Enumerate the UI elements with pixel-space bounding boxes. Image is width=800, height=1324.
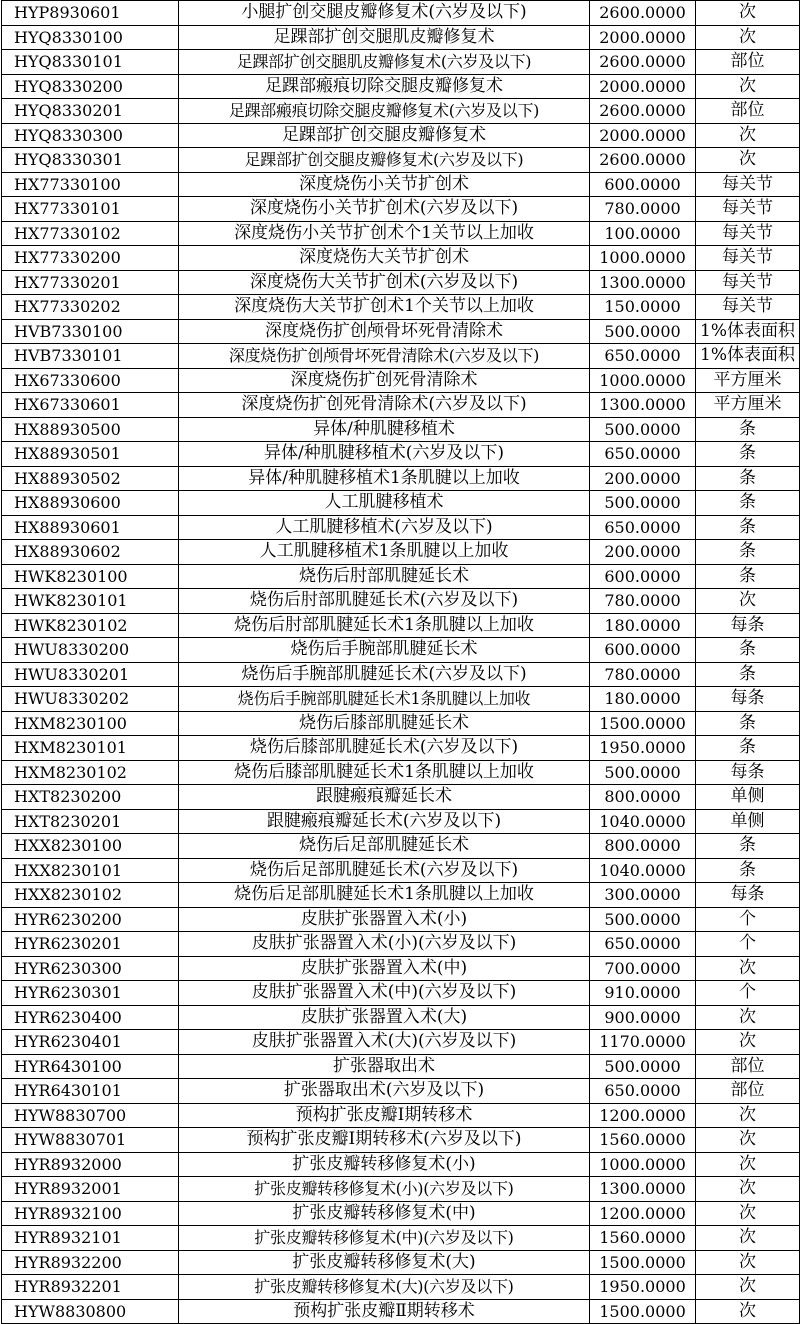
table-row (2, 1201, 800, 1226)
item-code-cell: HYW8830700 (2, 1103, 179, 1128)
item-name-cell: 深度烧伤大关节扩创术(六岁及以下) (179, 270, 590, 295)
item-unit-cell: 次 (696, 589, 800, 614)
item-code-cell: HYW8830800 (2, 1299, 179, 1324)
item-code-cell: HX77330201 (2, 270, 179, 295)
item-unit-cell: 条 (696, 466, 800, 491)
item-name-cell: 扩张皮瓣转移修复术(中)(六岁及以下) (179, 1226, 590, 1251)
item-code-cell: HWU8330200 (2, 638, 179, 663)
item-name-cell: 扩张皮瓣转移修复术(中) (179, 1201, 590, 1226)
item-code-cell: HYQ8330301 (2, 148, 179, 173)
item-price-cell: 2000.0000 (590, 74, 696, 99)
item-code-cell: HVB7330100 (2, 319, 179, 344)
item-unit-cell: 每关节 (696, 270, 800, 295)
table-row (2, 515, 800, 540)
item-price-cell: 1000.0000 (590, 1152, 696, 1177)
table-row (2, 564, 800, 589)
item-price-cell: 1300.0000 (590, 270, 696, 295)
item-price-cell: 910.0000 (590, 981, 696, 1006)
table-row (2, 172, 800, 197)
item-name-cell: 异体/种肌腱移植术 (179, 417, 590, 442)
table-row (2, 711, 800, 736)
item-price-cell: 2600.0000 (590, 99, 696, 124)
item-unit-cell: 部位 (696, 99, 800, 124)
table-row (2, 393, 800, 418)
table-row (2, 99, 800, 124)
item-name-cell: 深度烧伤大关节扩创术 (179, 246, 590, 271)
item-price-cell: 500.0000 (590, 1054, 696, 1079)
item-name-cell: 跟腱瘢痕瓣延长术(六岁及以下) (179, 809, 590, 834)
item-price-cell: 650.0000 (590, 344, 696, 369)
table-row (2, 1030, 800, 1055)
item-name-cell: 皮肤扩张器置入术(中)(六岁及以下) (179, 981, 590, 1006)
item-price-cell: 780.0000 (590, 662, 696, 687)
item-unit-cell: 单侧 (696, 785, 800, 810)
item-unit-cell: 条 (696, 858, 800, 883)
item-unit-cell: 每条 (696, 760, 800, 785)
item-unit-cell: 每关节 (696, 295, 800, 320)
item-code-cell: HYR8932101 (2, 1226, 179, 1251)
table-row (2, 368, 800, 393)
item-name-cell: 深度烧伤扩创死骨清除术 (179, 368, 590, 393)
item-code-cell: HX88930600 (2, 491, 179, 516)
item-price-cell: 900.0000 (590, 1005, 696, 1030)
item-name-cell: 烧伤后膝部肌腱延长术1条肌腱以上加收 (179, 760, 590, 785)
item-name-cell: 深度烧伤小关节扩创术(六岁及以下) (179, 197, 590, 222)
table-row (2, 638, 800, 663)
table-row (2, 1152, 800, 1177)
item-price-cell: 180.0000 (590, 687, 696, 712)
table-row (2, 736, 800, 761)
item-price-cell: 600.0000 (590, 172, 696, 197)
item-name-cell: 烧伤后足部肌腱延长术(六岁及以下) (179, 858, 590, 883)
table-row (2, 932, 800, 957)
item-name-cell: 扩张皮瓣转移修复术(大) (179, 1250, 590, 1275)
table-row (2, 662, 800, 687)
item-code-cell: HXM8230102 (2, 760, 179, 785)
item-price-cell: 600.0000 (590, 564, 696, 589)
item-unit-cell: 1%体表面积 (696, 344, 800, 369)
item-name-cell: 足踝部扩创交腿肌皮瓣修复术(六岁及以下) (179, 50, 590, 75)
item-price-cell: 650.0000 (590, 515, 696, 540)
table-row (2, 148, 800, 173)
item-code-cell: HWK8230100 (2, 564, 179, 589)
item-price-cell: 500.0000 (590, 417, 696, 442)
item-unit-cell: 每条 (696, 613, 800, 638)
item-code-cell: HX88930602 (2, 540, 179, 565)
item-price-cell: 500.0000 (590, 907, 696, 932)
item-unit-cell: 部位 (696, 50, 800, 75)
item-price-cell: 2600.0000 (590, 50, 696, 75)
fee-schedule-body (2, 1, 800, 1324)
item-name-cell: 人工肌腱移植术1条肌腱以上加收 (179, 540, 590, 565)
item-name-cell: 人工肌腱移植术 (179, 491, 590, 516)
item-unit-cell: 个 (696, 981, 800, 1006)
item-unit-cell: 每关节 (696, 246, 800, 271)
item-unit-cell: 条 (696, 736, 800, 761)
item-code-cell: HXX8230102 (2, 883, 179, 908)
item-unit-cell: 次 (696, 123, 800, 148)
item-name-cell: 烧伤后手腕部肌腱延长术(六岁及以下) (179, 662, 590, 687)
item-name-cell: 足踝部扩创交腿皮瓣修复术(六岁及以下) (179, 148, 590, 173)
item-unit-cell: 平方厘米 (696, 393, 800, 418)
item-name-cell: 扩张器取出术(六岁及以下) (179, 1079, 590, 1104)
table-row (2, 417, 800, 442)
item-name-cell: 烧伤后手腕部肌腱延长术 (179, 638, 590, 663)
item-name-cell: 足踝部瘢痕切除交腿皮瓣修复术 (179, 74, 590, 99)
item-price-cell: 780.0000 (590, 197, 696, 222)
item-code-cell: HYQ8330300 (2, 123, 179, 148)
table-row (2, 50, 800, 75)
item-name-cell: 足踝部瘢痕切除交腿皮瓣修复术(六岁及以下) (179, 99, 590, 124)
item-unit-cell: 条 (696, 417, 800, 442)
item-code-cell: HX88930501 (2, 442, 179, 467)
item-price-cell: 600.0000 (590, 638, 696, 663)
table-row (2, 344, 800, 369)
item-unit-cell: 条 (696, 515, 800, 540)
item-unit-cell: 条 (696, 834, 800, 859)
item-code-cell: HYR8932000 (2, 1152, 179, 1177)
item-unit-cell: 次 (696, 1030, 800, 1055)
item-price-cell: 180.0000 (590, 613, 696, 638)
item-price-cell: 1200.0000 (590, 1201, 696, 1226)
item-name-cell: 皮肤扩张器置入术(中) (179, 956, 590, 981)
item-name-cell: 扩张皮瓣转移修复术(大)(六岁及以下) (179, 1275, 590, 1300)
item-unit-cell: 单侧 (696, 809, 800, 834)
item-name-cell: 烧伤后足部肌腱延长术 (179, 834, 590, 859)
item-code-cell: HYQ8330101 (2, 50, 179, 75)
item-code-cell: HYQ8330100 (2, 25, 179, 50)
table-row (2, 956, 800, 981)
table-row (2, 1250, 800, 1275)
table-row (2, 1005, 800, 1030)
item-unit-cell: 每关节 (696, 172, 800, 197)
item-price-cell: 1000.0000 (590, 368, 696, 393)
item-price-cell: 1500.0000 (590, 711, 696, 736)
item-unit-cell: 次 (696, 1128, 800, 1153)
item-code-cell: HVB7330101 (2, 344, 179, 369)
item-price-cell: 100.0000 (590, 221, 696, 246)
item-price-cell: 1300.0000 (590, 1177, 696, 1202)
item-price-cell: 1500.0000 (590, 1299, 696, 1324)
table-row (2, 319, 800, 344)
table-row (2, 613, 800, 638)
item-unit-cell: 条 (696, 564, 800, 589)
item-unit-cell: 次 (696, 1201, 800, 1226)
item-price-cell: 300.0000 (590, 883, 696, 908)
item-unit-cell: 条 (696, 711, 800, 736)
item-price-cell: 650.0000 (590, 1079, 696, 1104)
item-code-cell: HX77330102 (2, 221, 179, 246)
item-code-cell: HYR8932100 (2, 1201, 179, 1226)
item-price-cell: 500.0000 (590, 491, 696, 516)
item-price-cell: 780.0000 (590, 589, 696, 614)
item-code-cell: HYR8932200 (2, 1250, 179, 1275)
item-name-cell: 烧伤后膝部肌腱延长术(六岁及以下) (179, 736, 590, 761)
item-name-cell: 深度烧伤扩创颅骨坏死骨清除术(六岁及以下) (179, 344, 590, 369)
item-unit-cell: 次 (696, 25, 800, 50)
item-code-cell: HX77330100 (2, 172, 179, 197)
item-unit-cell: 次 (696, 148, 800, 173)
item-code-cell: HYR6230401 (2, 1030, 179, 1055)
table-row (2, 785, 800, 810)
item-code-cell: HXT8230201 (2, 809, 179, 834)
item-price-cell: 200.0000 (590, 540, 696, 565)
item-code-cell: HXM8230100 (2, 711, 179, 736)
table-row (2, 221, 800, 246)
item-price-cell: 1300.0000 (590, 393, 696, 418)
item-price-cell: 800.0000 (590, 834, 696, 859)
item-unit-cell: 条 (696, 442, 800, 467)
item-code-cell: HYR8932001 (2, 1177, 179, 1202)
item-unit-cell: 条 (696, 662, 800, 687)
item-name-cell: 皮肤扩张器置入术(大)(六岁及以下) (179, 1030, 590, 1055)
item-code-cell: HYQ8330200 (2, 74, 179, 99)
item-unit-cell: 次 (696, 74, 800, 99)
table-row (2, 1275, 800, 1300)
item-price-cell: 1000.0000 (590, 246, 696, 271)
table-row (2, 1226, 800, 1251)
table-row (2, 1299, 800, 1324)
item-name-cell: 人工肌腱移植术(六岁及以下) (179, 515, 590, 540)
table-row (2, 197, 800, 222)
item-unit-cell: 平方厘米 (696, 368, 800, 393)
item-code-cell: HYR6230301 (2, 981, 179, 1006)
item-unit-cell: 次 (696, 1152, 800, 1177)
table-row (2, 540, 800, 565)
item-name-cell: 深度烧伤小关节扩创术个1关节以上加收 (179, 221, 590, 246)
item-name-cell: 异体/种肌腱移植术1条肌腱以上加收 (179, 466, 590, 491)
item-name-cell: 足踝部扩创交腿皮瓣修复术 (179, 123, 590, 148)
table-row (2, 760, 800, 785)
item-name-cell: 预构扩张皮瓣Ⅰ期转移术(六岁及以下) (179, 1128, 590, 1153)
table-row (2, 858, 800, 883)
item-unit-cell: 每条 (696, 883, 800, 908)
item-code-cell: HXX8230100 (2, 834, 179, 859)
item-name-cell: 深度烧伤扩创颅骨坏死骨清除术 (179, 319, 590, 344)
item-price-cell: 1040.0000 (590, 858, 696, 883)
table-row (2, 270, 800, 295)
item-name-cell: 小腿扩创交腿皮瓣修复术(六岁及以下) (179, 1, 590, 26)
item-code-cell: HYR6230300 (2, 956, 179, 981)
item-name-cell: 跟腱瘢痕瓣延长术 (179, 785, 590, 810)
table-row (2, 491, 800, 516)
item-price-cell: 650.0000 (590, 932, 696, 957)
item-price-cell: 2600.0000 (590, 1, 696, 26)
item-name-cell: 足踝部扩创交腿肌皮瓣修复术 (179, 25, 590, 50)
item-unit-cell: 每关节 (696, 221, 800, 246)
item-name-cell: 扩张器取出术 (179, 1054, 590, 1079)
item-unit-cell: 次 (696, 1299, 800, 1324)
item-price-cell: 2000.0000 (590, 123, 696, 148)
item-name-cell: 烧伤后足部肌腱延长术1条肌腱以上加收 (179, 883, 590, 908)
table-row (2, 981, 800, 1006)
item-price-cell: 150.0000 (590, 295, 696, 320)
table-row (2, 809, 800, 834)
item-name-cell: 皮肤扩张器置入术(大) (179, 1005, 590, 1030)
item-name-cell: 预构扩张皮瓣Ⅰ期转移术 (179, 1103, 590, 1128)
item-code-cell: HXT8230200 (2, 785, 179, 810)
item-code-cell: HX88930601 (2, 515, 179, 540)
item-code-cell: HWK8230101 (2, 589, 179, 614)
item-name-cell: 深度烧伤小关节扩创术 (179, 172, 590, 197)
item-price-cell: 1500.0000 (590, 1250, 696, 1275)
table-row (2, 74, 800, 99)
item-code-cell: HYW8830701 (2, 1128, 179, 1153)
item-unit-cell: 条 (696, 638, 800, 663)
item-price-cell: 2000.0000 (590, 25, 696, 50)
item-price-cell: 1950.0000 (590, 1275, 696, 1300)
item-name-cell: 预构扩张皮瓣Ⅱ期转移术 (179, 1299, 590, 1324)
item-price-cell: 500.0000 (590, 319, 696, 344)
item-code-cell: HYR6430101 (2, 1079, 179, 1104)
item-code-cell: HX67330600 (2, 368, 179, 393)
item-name-cell: 烧伤后手腕部肌腱延长术1条肌腱以上加收 (179, 687, 590, 712)
item-unit-cell: 条 (696, 491, 800, 516)
item-code-cell: HYR6430100 (2, 1054, 179, 1079)
item-unit-cell: 次 (696, 956, 800, 981)
item-price-cell: 500.0000 (590, 760, 696, 785)
table-row (2, 1103, 800, 1128)
item-unit-cell: 次 (696, 1103, 800, 1128)
table-row (2, 907, 800, 932)
table-row (2, 1079, 800, 1104)
item-unit-cell: 每关节 (696, 197, 800, 222)
item-name-cell: 扩张皮瓣转移修复术(小) (179, 1152, 590, 1177)
item-price-cell: 2600.0000 (590, 148, 696, 173)
item-unit-cell: 部位 (696, 1079, 800, 1104)
table-row (2, 123, 800, 148)
item-code-cell: HYR6230400 (2, 1005, 179, 1030)
item-price-cell: 200.0000 (590, 466, 696, 491)
table-row (2, 1128, 800, 1153)
item-name-cell: 烧伤后膝部肌腱延长术 (179, 711, 590, 736)
item-unit-cell: 次 (696, 1177, 800, 1202)
item-name-cell: 皮肤扩张器置入术(小) (179, 907, 590, 932)
item-code-cell: HX77330101 (2, 197, 179, 222)
item-name-cell: 异体/种肌腱移植术(六岁及以下) (179, 442, 590, 467)
item-price-cell: 1950.0000 (590, 736, 696, 761)
item-code-cell: HX77330202 (2, 295, 179, 320)
table-row (2, 687, 800, 712)
item-code-cell: HWU8330201 (2, 662, 179, 687)
table-row (2, 295, 800, 320)
item-code-cell: HX88930502 (2, 466, 179, 491)
item-name-cell: 烧伤后肘部肌腱延长术(六岁及以下) (179, 589, 590, 614)
item-price-cell: 650.0000 (590, 442, 696, 467)
item-code-cell: HWU8330202 (2, 687, 179, 712)
item-name-cell: 皮肤扩张器置入术(小)(六岁及以下) (179, 932, 590, 957)
item-unit-cell: 次 (696, 1005, 800, 1030)
item-code-cell: HWK8230102 (2, 613, 179, 638)
item-price-cell: 700.0000 (590, 956, 696, 981)
table-row (2, 589, 800, 614)
item-code-cell: HX88930500 (2, 417, 179, 442)
item-code-cell: HX77330200 (2, 246, 179, 271)
fee-schedule-table (1, 0, 800, 1324)
item-unit-cell: 部位 (696, 1054, 800, 1079)
item-code-cell: HX67330601 (2, 393, 179, 418)
item-unit-cell: 次 (696, 1275, 800, 1300)
table-row (2, 834, 800, 859)
item-code-cell: HYR6230200 (2, 907, 179, 932)
item-unit-cell: 个 (696, 907, 800, 932)
item-price-cell: 1560.0000 (590, 1226, 696, 1251)
table-row (2, 1177, 800, 1202)
item-name-cell: 深度烧伤大关节扩创术1个关节以上加收 (179, 295, 590, 320)
table-row (2, 466, 800, 491)
table-row (2, 1054, 800, 1079)
item-name-cell: 深度烧伤扩创死骨清除术(六岁及以下) (179, 393, 590, 418)
table-row (2, 246, 800, 271)
item-unit-cell: 次 (696, 1226, 800, 1251)
item-name-cell: 扩张皮瓣转移修复术(小)(六岁及以下) (179, 1177, 590, 1202)
table-row (2, 1, 800, 26)
item-price-cell: 1170.0000 (590, 1030, 696, 1055)
item-code-cell: HXM8230101 (2, 736, 179, 761)
table-row (2, 442, 800, 467)
item-unit-cell: 次 (696, 1250, 800, 1275)
item-code-cell: HYR8932201 (2, 1275, 179, 1300)
item-code-cell: HYQ8330201 (2, 99, 179, 124)
table-row (2, 883, 800, 908)
item-code-cell: HYP8930601 (2, 1, 179, 26)
item-unit-cell: 1%体表面积 (696, 319, 800, 344)
item-unit-cell: 次 (696, 1, 800, 26)
item-price-cell: 1200.0000 (590, 1103, 696, 1128)
item-code-cell: HXX8230101 (2, 858, 179, 883)
item-unit-cell: 条 (696, 540, 800, 565)
item-unit-cell: 个 (696, 932, 800, 957)
item-name-cell: 烧伤后肘部肌腱延长术1条肌腱以上加收 (179, 613, 590, 638)
item-unit-cell: 每条 (696, 687, 800, 712)
item-code-cell: HYR6230201 (2, 932, 179, 957)
item-price-cell: 1560.0000 (590, 1128, 696, 1153)
item-price-cell: 1040.0000 (590, 809, 696, 834)
table-row (2, 25, 800, 50)
item-name-cell: 烧伤后肘部肌腱延长术 (179, 564, 590, 589)
item-price-cell: 800.0000 (590, 785, 696, 810)
